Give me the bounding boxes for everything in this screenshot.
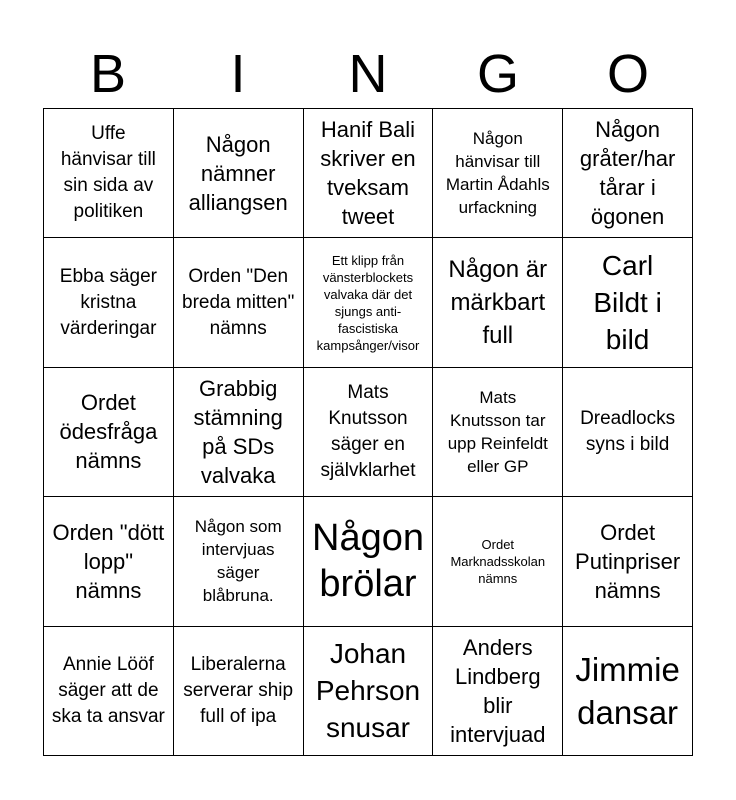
bingo-cell-r5-c2[interactable] — [174, 627, 304, 756]
bingo-cell-text: Annie Lööf säger att de ska ta ansvar — [51, 653, 165, 727]
bingo-cell-r1-c4[interactable] — [433, 109, 563, 238]
bingo-cell-text: Grabbig stämning på SDs valvaka — [193, 375, 283, 488]
bingo-cell-text: Ordet ödesfråga nämns — [59, 390, 158, 474]
bingo-cell-r4-c3[interactable] — [304, 497, 434, 626]
bingo-cell-r3-c2[interactable] — [174, 368, 304, 497]
bingo-cell-r1-c5[interactable] — [563, 109, 693, 238]
bingo-cell-text: Dreadlocks syns i bild — [580, 407, 676, 455]
bingo-header — [43, 40, 693, 108]
bingo-cell-text: Liberalerna serverar ship full of ipa — [183, 653, 294, 727]
bingo-cell-r1-c2[interactable] — [174, 109, 304, 238]
bingo-cell-text: Ordet Marknadsskolan nämns — [450, 536, 546, 586]
bingo-cell-text: Någon brölar — [312, 517, 424, 606]
bingo-cell-r2-c1[interactable] — [44, 238, 174, 367]
bingo-cell-r2-c5[interactable] — [563, 238, 693, 367]
bingo-cell-text: Anders Lindberg blir intervjuad — [450, 634, 546, 747]
bingo-cell-text: Någon är märkbart full — [448, 256, 548, 350]
bingo-cell-r1-c3[interactable] — [304, 109, 434, 238]
header-letter-i: I — [230, 44, 246, 104]
bingo-cell-r4-c1[interactable] — [44, 497, 174, 626]
bingo-cell-text: Carl Bildt i bild — [593, 250, 662, 356]
bingo-cell-text: Orden "dött lopp" nämns — [52, 519, 165, 603]
bingo-cell-r2-c3[interactable] — [304, 238, 434, 367]
bingo-cell-text: Någon nämner alliangsen — [188, 131, 288, 215]
bingo-cell-r1-c1[interactable] — [44, 109, 174, 238]
bingo-cell-text: Någon gråter/har tårar i ögonen — [579, 117, 676, 230]
bingo-cell-r5-c3[interactable] — [304, 627, 434, 756]
bingo-cell-text: Någon hänvisar till Martin Ådahls urfackning — [445, 129, 550, 218]
bingo-cell-r5-c5[interactable] — [563, 627, 693, 756]
bingo-cell-r5-c1[interactable] — [44, 627, 174, 756]
bingo-cell-r3-c4[interactable] — [433, 368, 563, 497]
header-letter-b: B — [89, 44, 127, 104]
bingo-grid — [43, 108, 693, 756]
bingo-cell-text: Jimmie dansar — [575, 650, 680, 731]
bingo-cell-r2-c2[interactable] — [174, 238, 304, 367]
bingo-cell-r5-c4[interactable] — [433, 627, 563, 756]
bingo-cell-text: Ordet Putinpriser nämns — [575, 519, 681, 603]
bingo-cell-text: Någon som intervjuas säger blåbruna. — [194, 517, 282, 606]
header-letter-o: O — [606, 44, 649, 104]
bingo-cell-r4-c4[interactable] — [433, 497, 563, 626]
bingo-cell-text: Uffe hänvisar till sin sida av politiken — [60, 123, 156, 223]
bingo-cell-text: Mats Knutsson säger en självklarhet — [320, 381, 416, 481]
header-letter-n: N — [348, 44, 388, 104]
bingo-cell-r4-c5[interactable] — [563, 497, 693, 626]
bingo-cell-text: Ett klipp från vänsterblockets valvaka där det sjungs anti-fascistiska kampsånger/visor — [316, 252, 420, 353]
bingo-cell-text: Mats Knutsson tar upp Reinfeldt eller GP — [447, 387, 548, 476]
header-letter-g: G — [476, 44, 519, 104]
bingo-cell-text: Orden "Den breda mitten" nämns — [182, 265, 295, 339]
bingo-cell-r3-c3[interactable] — [304, 368, 434, 497]
bingo-cell-r4-c2[interactable] — [174, 497, 304, 626]
bingo-cell-r3-c1[interactable] — [44, 368, 174, 497]
bingo-cell-text: Hanif Bali skriver en tveksam tweet — [320, 117, 416, 230]
bingo-cell-r3-c5[interactable] — [563, 368, 693, 497]
bingo-cell-r2-c4[interactable] — [433, 238, 563, 367]
bingo-cell-text: Ebba säger kristna värderingar — [59, 265, 157, 339]
bingo-cell-text: Johan Pehrson snusar — [315, 638, 421, 744]
